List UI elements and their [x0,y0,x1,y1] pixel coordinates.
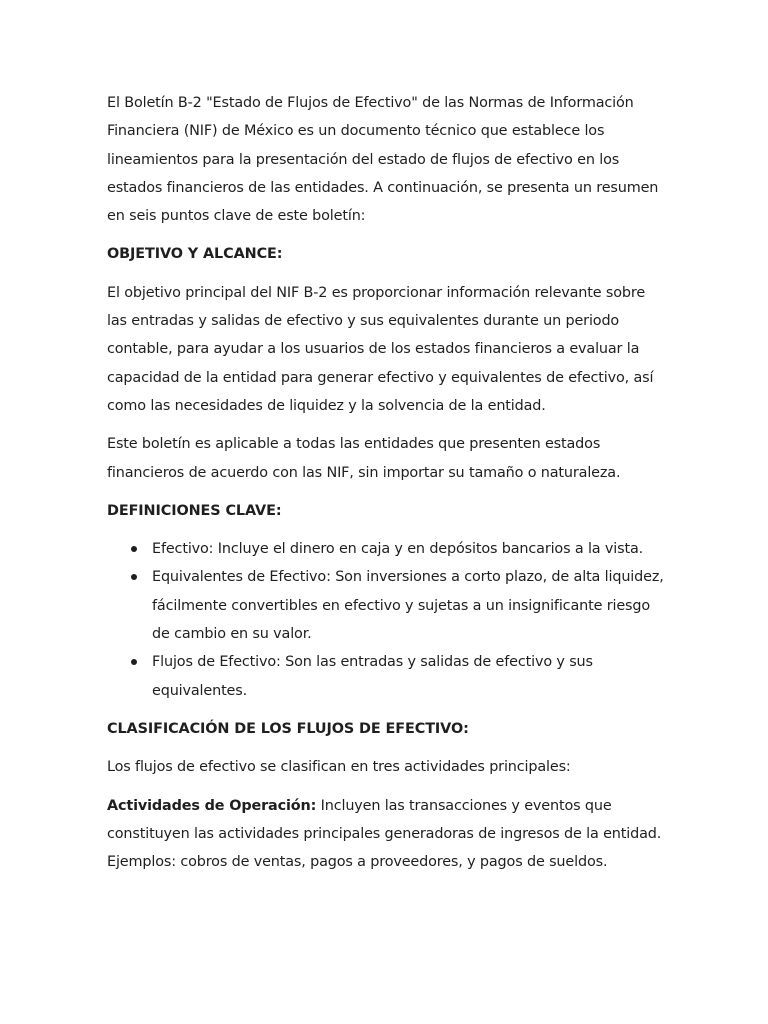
list-item: Flujos de Efectivo: Son las entradas y salidas de efectivo y sus equivalentes. [152,648,668,705]
list-item: Equivalentes de Efectivo: Son inversiones a corto plazo, de alta liquidez, fácilmente convertibles en efectivo y sujetas a un insignificante riesgo de cambio en su valor. [152,563,668,648]
clasificacion-paragraph: Los flujos de efectivo se clasifican en tres actividades principales: [107,759,571,776]
alcance-paragraph: Este boletín es aplicable a todas las entidades que presenten estados financieros de acuerdo con las NIF, sin importar su tamaño o naturaleza. [107,436,621,481]
operacion-label: Actividades de Operación: [107,797,317,814]
section-heading-definiciones: DEFINICIONES CLAVE: [107,502,282,519]
section-heading-objetivo: OBJETIVO Y ALCANCE: [107,246,283,263]
definitions-list [107,535,668,705]
section-heading-clasificacion: CLASIFICACIÓN DE LOS FLUJOS DE EFECTIVO: [107,720,469,737]
operacion-paragraph [107,792,668,877]
objetivo-paragraph: El objetivo principal del NIF B-2 es proporcionar información relevante sobre las entradas y salidas de efectivo y sus equivalentes durante un periodo contable, para ayudar a los usuarios de los estados financieros a evaluar la capacidad de la entidad para generar efectivo y equivalentes de efectivo, así como las necesidades de liquidez y la solvencia de la entidad. [107,284,654,414]
list-item: Efectivo: Incluye el dinero en caja y en depósitos bancarios a la vista. [152,535,668,563]
operacion-text: Incluyen las transacciones y eventos que constituyen las actividades principales generadoras de ingresos de la entidad. Ejemplos: cobros de ventas, pagos a proveedores, y pagos de sueldos. [107,797,662,871]
intro-paragraph: El Boletín B-2 "Estado de Flujos de Efectivo" de las Normas de Información Financiera (NIF) de México es un documento técnico que establece los lineamientos para la presentación del estado de flujos de efectivo en los estados financieros de las entidades. A continuación, se presenta un resumen en seis puntos clave de este boletín: [107,95,659,225]
